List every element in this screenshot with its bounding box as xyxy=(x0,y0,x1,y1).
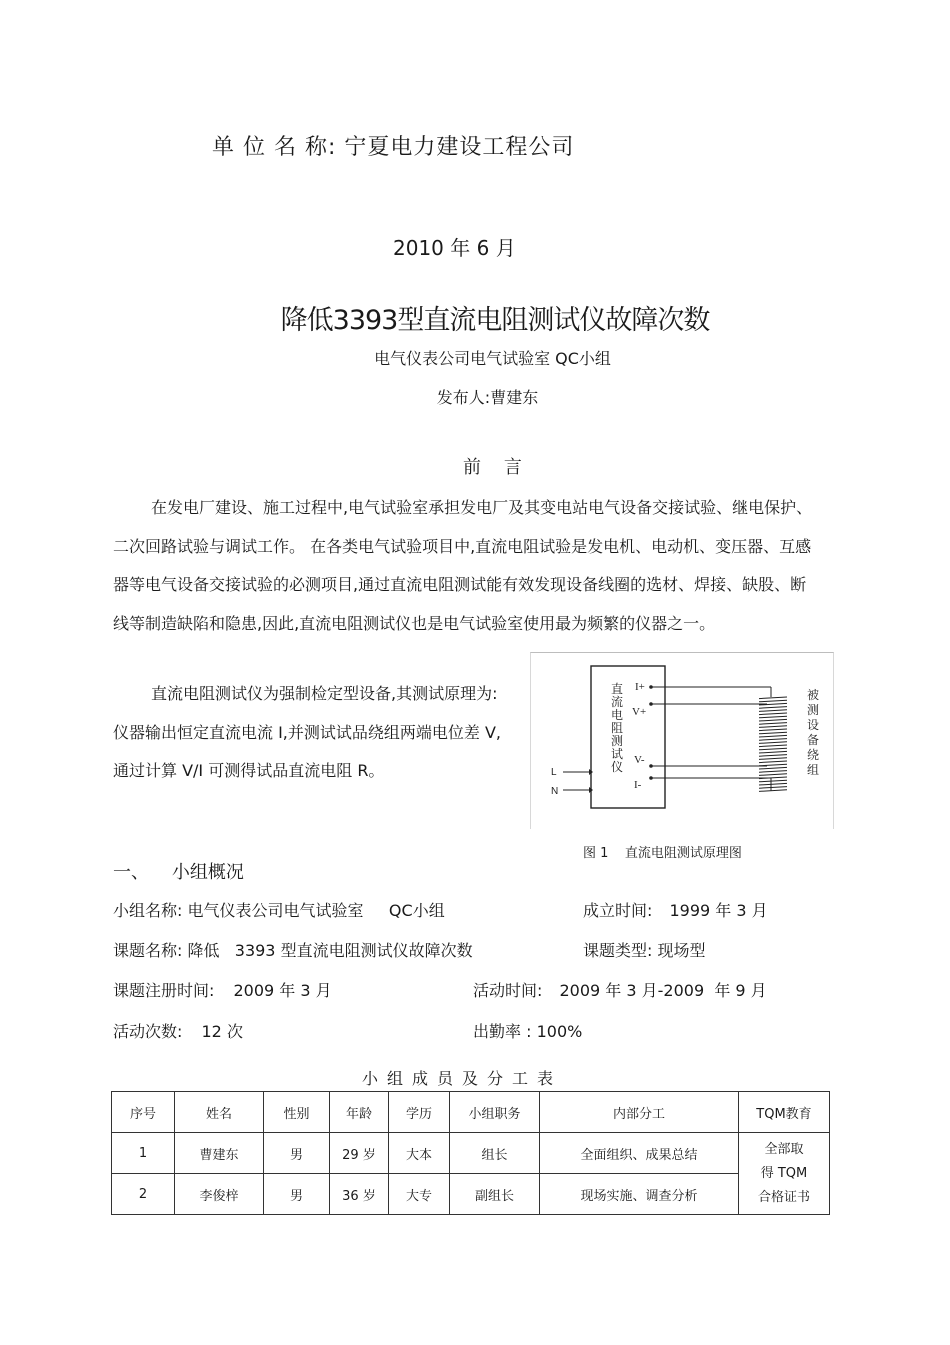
cell-duty: 全面组织、成果总结 xyxy=(540,1133,739,1174)
established-row xyxy=(583,898,768,921)
instrument-label xyxy=(611,681,626,774)
coil-turn xyxy=(759,774,787,776)
cell-role: 副组长 xyxy=(450,1174,540,1215)
cell-education: 大本 xyxy=(389,1133,450,1174)
instrument-label-char: 流 xyxy=(611,695,624,709)
activity-time-value: 2009 年 3 月-2009 年 9 月 xyxy=(559,981,767,1000)
coil-turn xyxy=(759,780,787,782)
col-header-age: 年龄 xyxy=(330,1092,389,1133)
publisher: 发布人:曹建东 xyxy=(436,388,539,407)
terminal-i-plus: I+ xyxy=(635,681,645,693)
members-table-title: 小组成员及分工表 xyxy=(362,1069,563,1088)
established-value: 1999 年 3 月 xyxy=(669,901,768,920)
cell-age: 29 岁 xyxy=(330,1133,389,1174)
terminal-i-minus: I- xyxy=(634,779,642,791)
principle-diagram-svg xyxy=(531,653,833,829)
coil-turn xyxy=(759,745,787,747)
col-header-role: 小组职务 xyxy=(450,1092,540,1133)
section-heading-team-overview: 一、 小组概况 xyxy=(113,862,244,883)
team-name-label: 小组名称: xyxy=(113,901,183,920)
coil-turn xyxy=(759,748,787,750)
activity-time-label: 活动时间: xyxy=(473,981,543,1000)
terminal-v-plus: V+ xyxy=(632,706,647,718)
table-row xyxy=(112,1133,830,1174)
activity-count-label: 活动次数: xyxy=(113,1022,183,1041)
tqm-line-1: 全部取 xyxy=(764,1141,804,1157)
coil-turn xyxy=(759,735,787,737)
coil-turn xyxy=(759,723,787,725)
coil-turn xyxy=(759,771,787,773)
coil-turn xyxy=(759,790,787,792)
team-name-row xyxy=(113,898,445,921)
coil-turn xyxy=(759,716,787,718)
coil-turn xyxy=(759,751,787,753)
cell-name: 李俊梓 xyxy=(175,1174,264,1215)
instrument-label-char: 阻 xyxy=(611,721,624,735)
terminal-v-minus: V- xyxy=(634,754,645,766)
cell-tqm xyxy=(739,1133,830,1215)
topic-label: 课题名称: xyxy=(113,941,183,960)
attendance-value: 100% xyxy=(536,1022,583,1041)
coil-turn xyxy=(759,719,787,721)
registration-row xyxy=(113,978,332,1001)
activity-count-value: 12 次 xyxy=(201,1022,243,1041)
cell-education: 大专 xyxy=(389,1174,450,1215)
unit-name-value: 宁夏电力建设工程公司 xyxy=(344,135,575,160)
instrument-label-char: 直 xyxy=(611,682,624,696)
principle-diagram xyxy=(530,652,834,829)
cell-role: 组长 xyxy=(450,1133,540,1174)
coil-turn xyxy=(759,767,787,769)
coil-turn xyxy=(759,761,787,763)
established-label: 成立时间: xyxy=(583,901,653,920)
col-header-tqm: TQM教育 xyxy=(739,1092,830,1133)
coil-turn xyxy=(759,755,787,757)
activity-count-row xyxy=(113,1019,243,1042)
terminal-l: L xyxy=(551,767,557,778)
col-header-education: 学历 xyxy=(389,1092,450,1133)
preface-paragraph-2 xyxy=(113,675,513,791)
winding-label: 被 测 设 备 绕 组 xyxy=(807,688,820,777)
coil-turn xyxy=(759,787,787,789)
attendance-label: 出勤率 : xyxy=(473,1022,532,1041)
instrument-label-char: 测 xyxy=(611,734,624,748)
tqm-line-2: 得 TQM xyxy=(760,1165,808,1181)
topic-type-label: 课题类型: xyxy=(583,941,653,960)
cell-age: 36 岁 xyxy=(330,1174,389,1215)
cell-gender: 男 xyxy=(264,1133,330,1174)
registration-label: 课题注册时间: xyxy=(113,981,215,1000)
unit-name-label: 单 位 名 称: xyxy=(212,135,337,160)
preface-paragraph-1-text: 在发电厂建设、施工过程中,电气试验室承担发电厂及其变电站电气设备交接试验、继电保护、二次回路试验与调试工作。 在各类电气试验项目中,直流电阻试验是发电机、电动机、变压器、互感器等电气设备交接试验的必测项目,通过直流电阻测试能有效发现设备线圈的选材、焊接、缺股、断线等制造缺陷和隐患,因此,直流电阻测试仪也是电气试验室使用最为频繁的仪器之一。 xyxy=(113,498,813,633)
coil-turn xyxy=(759,764,787,766)
preface-paragraph-2-text: 直流电阻测试仪为强制检定型设备,其测试原理为:仪器输出恒定直流电流 I,并测试试品绕组两端电位差 V,通过计算 V/I 可测得试品直流电阻 R。 xyxy=(113,684,502,780)
table-row xyxy=(112,1174,830,1215)
topic-value: 降低 3393 型直流电阻测试仪故障次数 xyxy=(187,941,473,960)
terminal-n: N xyxy=(551,786,559,797)
instrument-label-char: 电 xyxy=(611,708,624,722)
coil-turn xyxy=(759,726,787,728)
winding-coil xyxy=(759,697,787,791)
instrument-label-char: 试 xyxy=(611,747,624,761)
registration-value: 2009 年 3 月 xyxy=(233,981,332,1000)
coil-turn xyxy=(759,783,787,785)
preface-paragraph-1 xyxy=(113,489,813,643)
col-header-gender: 性别 xyxy=(264,1092,330,1133)
col-header-name: 姓名 xyxy=(175,1092,264,1133)
team-name-value: 电气仪表公司电气试验室 QC小组 xyxy=(187,901,445,920)
coil-turn xyxy=(759,742,787,744)
cell-name: 曹建东 xyxy=(175,1133,264,1174)
coil-turn xyxy=(759,707,787,709)
coil-turn xyxy=(759,713,787,715)
instrument-label-char: 仪 xyxy=(611,760,624,774)
col-header-no: 序号 xyxy=(112,1092,175,1133)
team-subtitle: 电气仪表公司电气试验室 QC小组 xyxy=(374,349,611,368)
preface-heading: 前 言 xyxy=(463,457,522,478)
coil-turn xyxy=(759,739,787,741)
unit-name-line xyxy=(212,130,574,161)
page-title: 降低3393型直流电阻测试仪故障次数 xyxy=(280,305,710,336)
coil-turn xyxy=(759,758,787,760)
cell-gender: 男 xyxy=(264,1174,330,1215)
coil-turn xyxy=(759,732,787,734)
coil-turn xyxy=(759,729,787,731)
topic-type-value: 现场型 xyxy=(657,941,706,960)
topic-row xyxy=(113,938,473,961)
cell-duty: 现场实施、调查分析 xyxy=(540,1174,739,1215)
attendance-row xyxy=(473,1019,582,1042)
activity-time-row xyxy=(473,978,767,1001)
report-date: 2010 年 6 月 xyxy=(393,236,516,260)
cell-no: 1 xyxy=(112,1133,175,1174)
cell-no: 2 xyxy=(112,1174,175,1215)
coil-turn xyxy=(759,700,787,702)
figure-caption: 图 1 直流电阻测试原理图 xyxy=(583,846,742,861)
coil-turn xyxy=(759,697,787,699)
members-table xyxy=(111,1091,830,1215)
tqm-line-3: 合格证书 xyxy=(757,1189,810,1205)
topic-type-row xyxy=(583,938,706,961)
coil-turn xyxy=(759,710,787,712)
col-header-duty: 内部分工 xyxy=(540,1092,739,1133)
table-header-row xyxy=(112,1092,830,1133)
